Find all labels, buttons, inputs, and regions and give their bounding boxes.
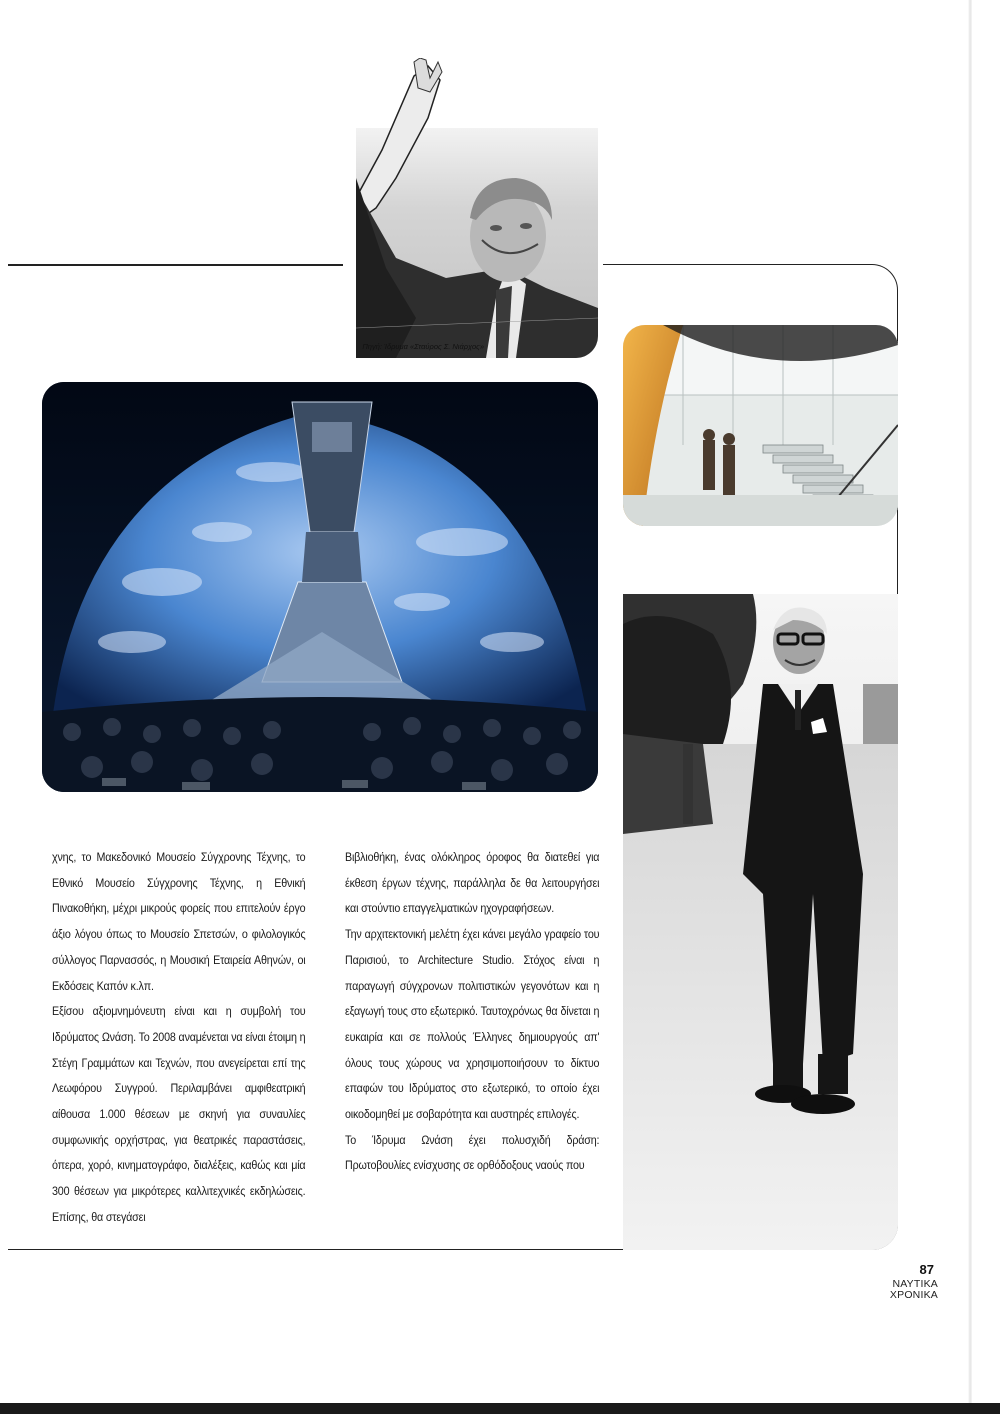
photo-caption-source: Πηγή: Ίδρυμα «Σταύρος Σ. Νιάρχος» [362, 342, 484, 351]
page-number: 87 [919, 1262, 934, 1277]
article-column-1 [52, 845, 305, 1231]
photo-architecture [623, 325, 898, 526]
photo-waving-man [356, 58, 598, 358]
photo-planetarium [42, 382, 598, 792]
magazine-name [868, 1279, 938, 1301]
magazine-name-line: ΝΑΥΤΙΚΑ [892, 1278, 938, 1290]
article-paragraph: χνης, το Μακεδονικό Μουσείο Σύγχρονης Τέχνης, το Εθνικό Μουσείο Σύγχρονης Τέχνης, η Εθνική Πινακοθήκη, μέχρι μικρούς φορείς που επιτελούν έργο άξιο λόγου όπως το Μουσείο Σπετσών, ο φιλολογικός σύλλογος Παρνασσός, η Μουσική Εταιρεία Αθηνών, οι Εκδόσεις Καπόν κ.λπ. [52, 850, 306, 993]
page-edge [968, 0, 972, 1405]
article-paragraph: Το Ίδρυμα Ωνάση έχει πολυσχιδή δράση: Πρωτοβουλίες ενίσχυσης σε ορθόδοξους ναούς που [345, 1132, 600, 1173]
article-paragraph: Βιβλιοθήκη, ένας ολόκληρος όροφος θα διατεθεί για έκθεση έργων τέχνης, παράλληλα δε θα λειτουργήσει και στούντιο επαγγελματικών ηχογραφήσεων. [345, 850, 600, 916]
photo-standing-man [623, 594, 898, 1250]
article-paragraph: Την αρχιτεκτονική μελέτη έχει κάνει μεγάλο γραφείο του Παρισιού, το Architecture Studio. Στόχος είναι η παραγωγή σύγχρονων πολιτιστικών γεγονότων και η εξαγωγή τους στο εξωτερικό. Ταυτοχρόνως θα δίνεται η ευκαιρία και σε πολλούς Έλληνες δημιουργούς απ' όλους τους χώρους να χρησιμοποιήσουν το δίκτυο επαφών του Ιδρύματος στο εξωτερικό, το οποίο έχει οικοδομηθεί με σοβαρότητα και αυστηρές επιλογές. [345, 927, 600, 1122]
magazine-name-line: ΧΡΟΝΙΚΑ [889, 1289, 938, 1301]
article-column-2 [345, 845, 599, 1179]
article-paragraph: Εξίσου αξιομνημόνευτη είναι και η συμβολή του Ιδρύματος Ωνάση. Το 2008 αναμένεται να είναι έτοιμη η Στέγη Γραμμάτων και Τεχνών, που ανεγείρεται επί της Λεωφόρου Συγγρού. Περιλαμβάνει αμφιθεατρική αίθουσα 1.000 θέσεων με σκηνή για συναυλίες συμφωνικής ορχήστρας, για θεατρικές παραστάσεις, όπερα, χορό, κινηματογράφο, διαλέξεις, καθώς και μία 300 θέσεων για μικρότερες καλλιτεχνικές εκδηλώσεις. Επίσης, θα στεγάσει [52, 1004, 306, 1224]
top-rule [8, 265, 343, 266]
scan-bottom-edge [0, 1403, 1000, 1414]
